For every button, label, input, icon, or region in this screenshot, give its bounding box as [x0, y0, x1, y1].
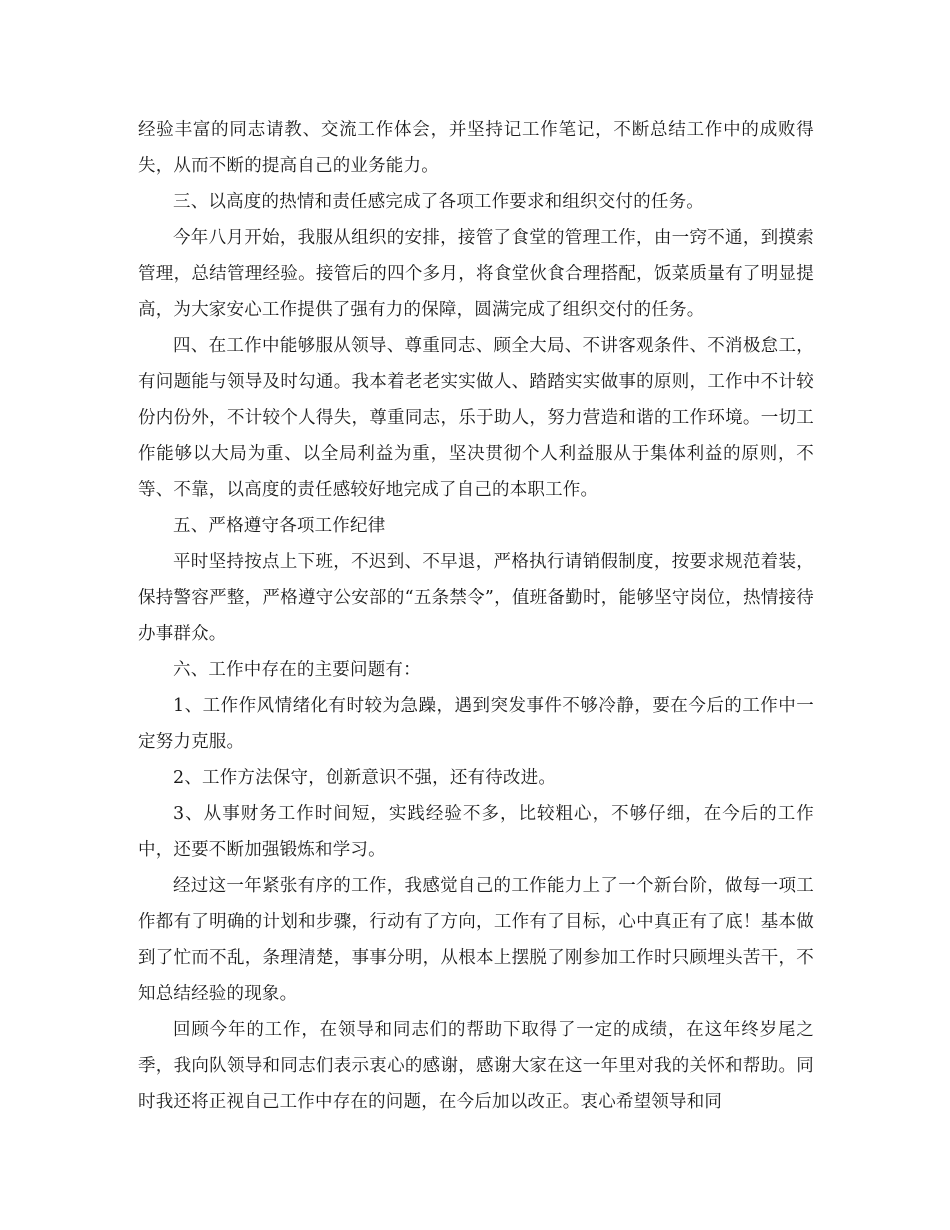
paragraph-summary: 经过这一年紧张有序的工作，我感觉自己的工作能力上了一个新台阶，做每一项工作都有了明确的计划和步骤，行动有了方向，工作有了目标，心中真正有了底！基本做到了忙而不乱，条理清楚，事事分明，从根本上摆脱了刚参加工作时只顾埋头苦干，不知总结经验的现象。 — [138, 876, 814, 1004]
paragraph-closing: 回顾今年的工作，在领导和同志们的帮助下取得了一定的成绩，在这年终岁尾之季，我向队领导和同志们表示衷心的感谢，感谢大家在这一年里对我的关怀和帮助。同时我还将正视自己工作中存在的问题，在今后加以改正。衷心希望领导和同 — [138, 1020, 814, 1112]
problem-item-1: 1、工作作风情绪化有时较为急躁，遇到突发事件不够冷静，要在今后的工作中一定努力克服。 — [138, 696, 814, 752]
section-heading-3: 三、以高度的热情和责任感完成了各项工作要求和组织交付的任务。 — [173, 192, 704, 212]
section-heading-6: 六、工作中存在的主要问题有： — [173, 660, 421, 680]
section-heading-5: 五、严格遵守各项工作纪律 — [173, 516, 386, 536]
section-heading-4: 四、在工作中能够服从领导、尊重同志、顾全大局、不讲客观条件、不消极怠工，有问题能与领导及时勾通。我本着老老实实做人、踏踏实实做事的原则，工作中不计较份内份外，不计较个人得失，尊重同志，乐于助人，努力营造和谐的工作环境。一切工作能够以大局为重、以全局利益为重，坚决贯彻个人利益服从于集体利益的原则，不等、不靠，以高度的责任感较好地完成了自己的本职工作。 — [138, 336, 814, 500]
paragraph-canteen: 今年八月开始，我服从组织的安排，接管了食堂的管理工作，由一窍不通，到摸索管理，总结管理经验。接管后的四个多月，将食堂伙食合理搭配，饭菜质量有了明显提高，为大家安心工作提供了强有力的保障，圆满完成了组织交付的任务。 — [138, 228, 814, 320]
paragraph-continuation: 经验丰富的同志请教、交流工作体会，并坚持记工作笔记，不断总结工作中的成败得失，从而不断的提高自己的业务能力。 — [138, 120, 814, 176]
paragraph-discipline: 平时坚持按点上下班，不迟到、不早退，严格执行请销假制度，按要求规范着装，保持警容严整，严格遵守公安部的“五条禁令”，值班备勤时，能够坚守岗位，热情接待办事群众。 — [138, 552, 814, 644]
problem-item-3: 3、从事财务工作时间短，实践经验不多，比较粗心，不够仔细，在今后的工作中，还要不断加强锻炼和学习。 — [138, 804, 814, 860]
problem-item-2: 2、工作方法保守，创新意识不强，还有待改进。 — [173, 768, 557, 788]
